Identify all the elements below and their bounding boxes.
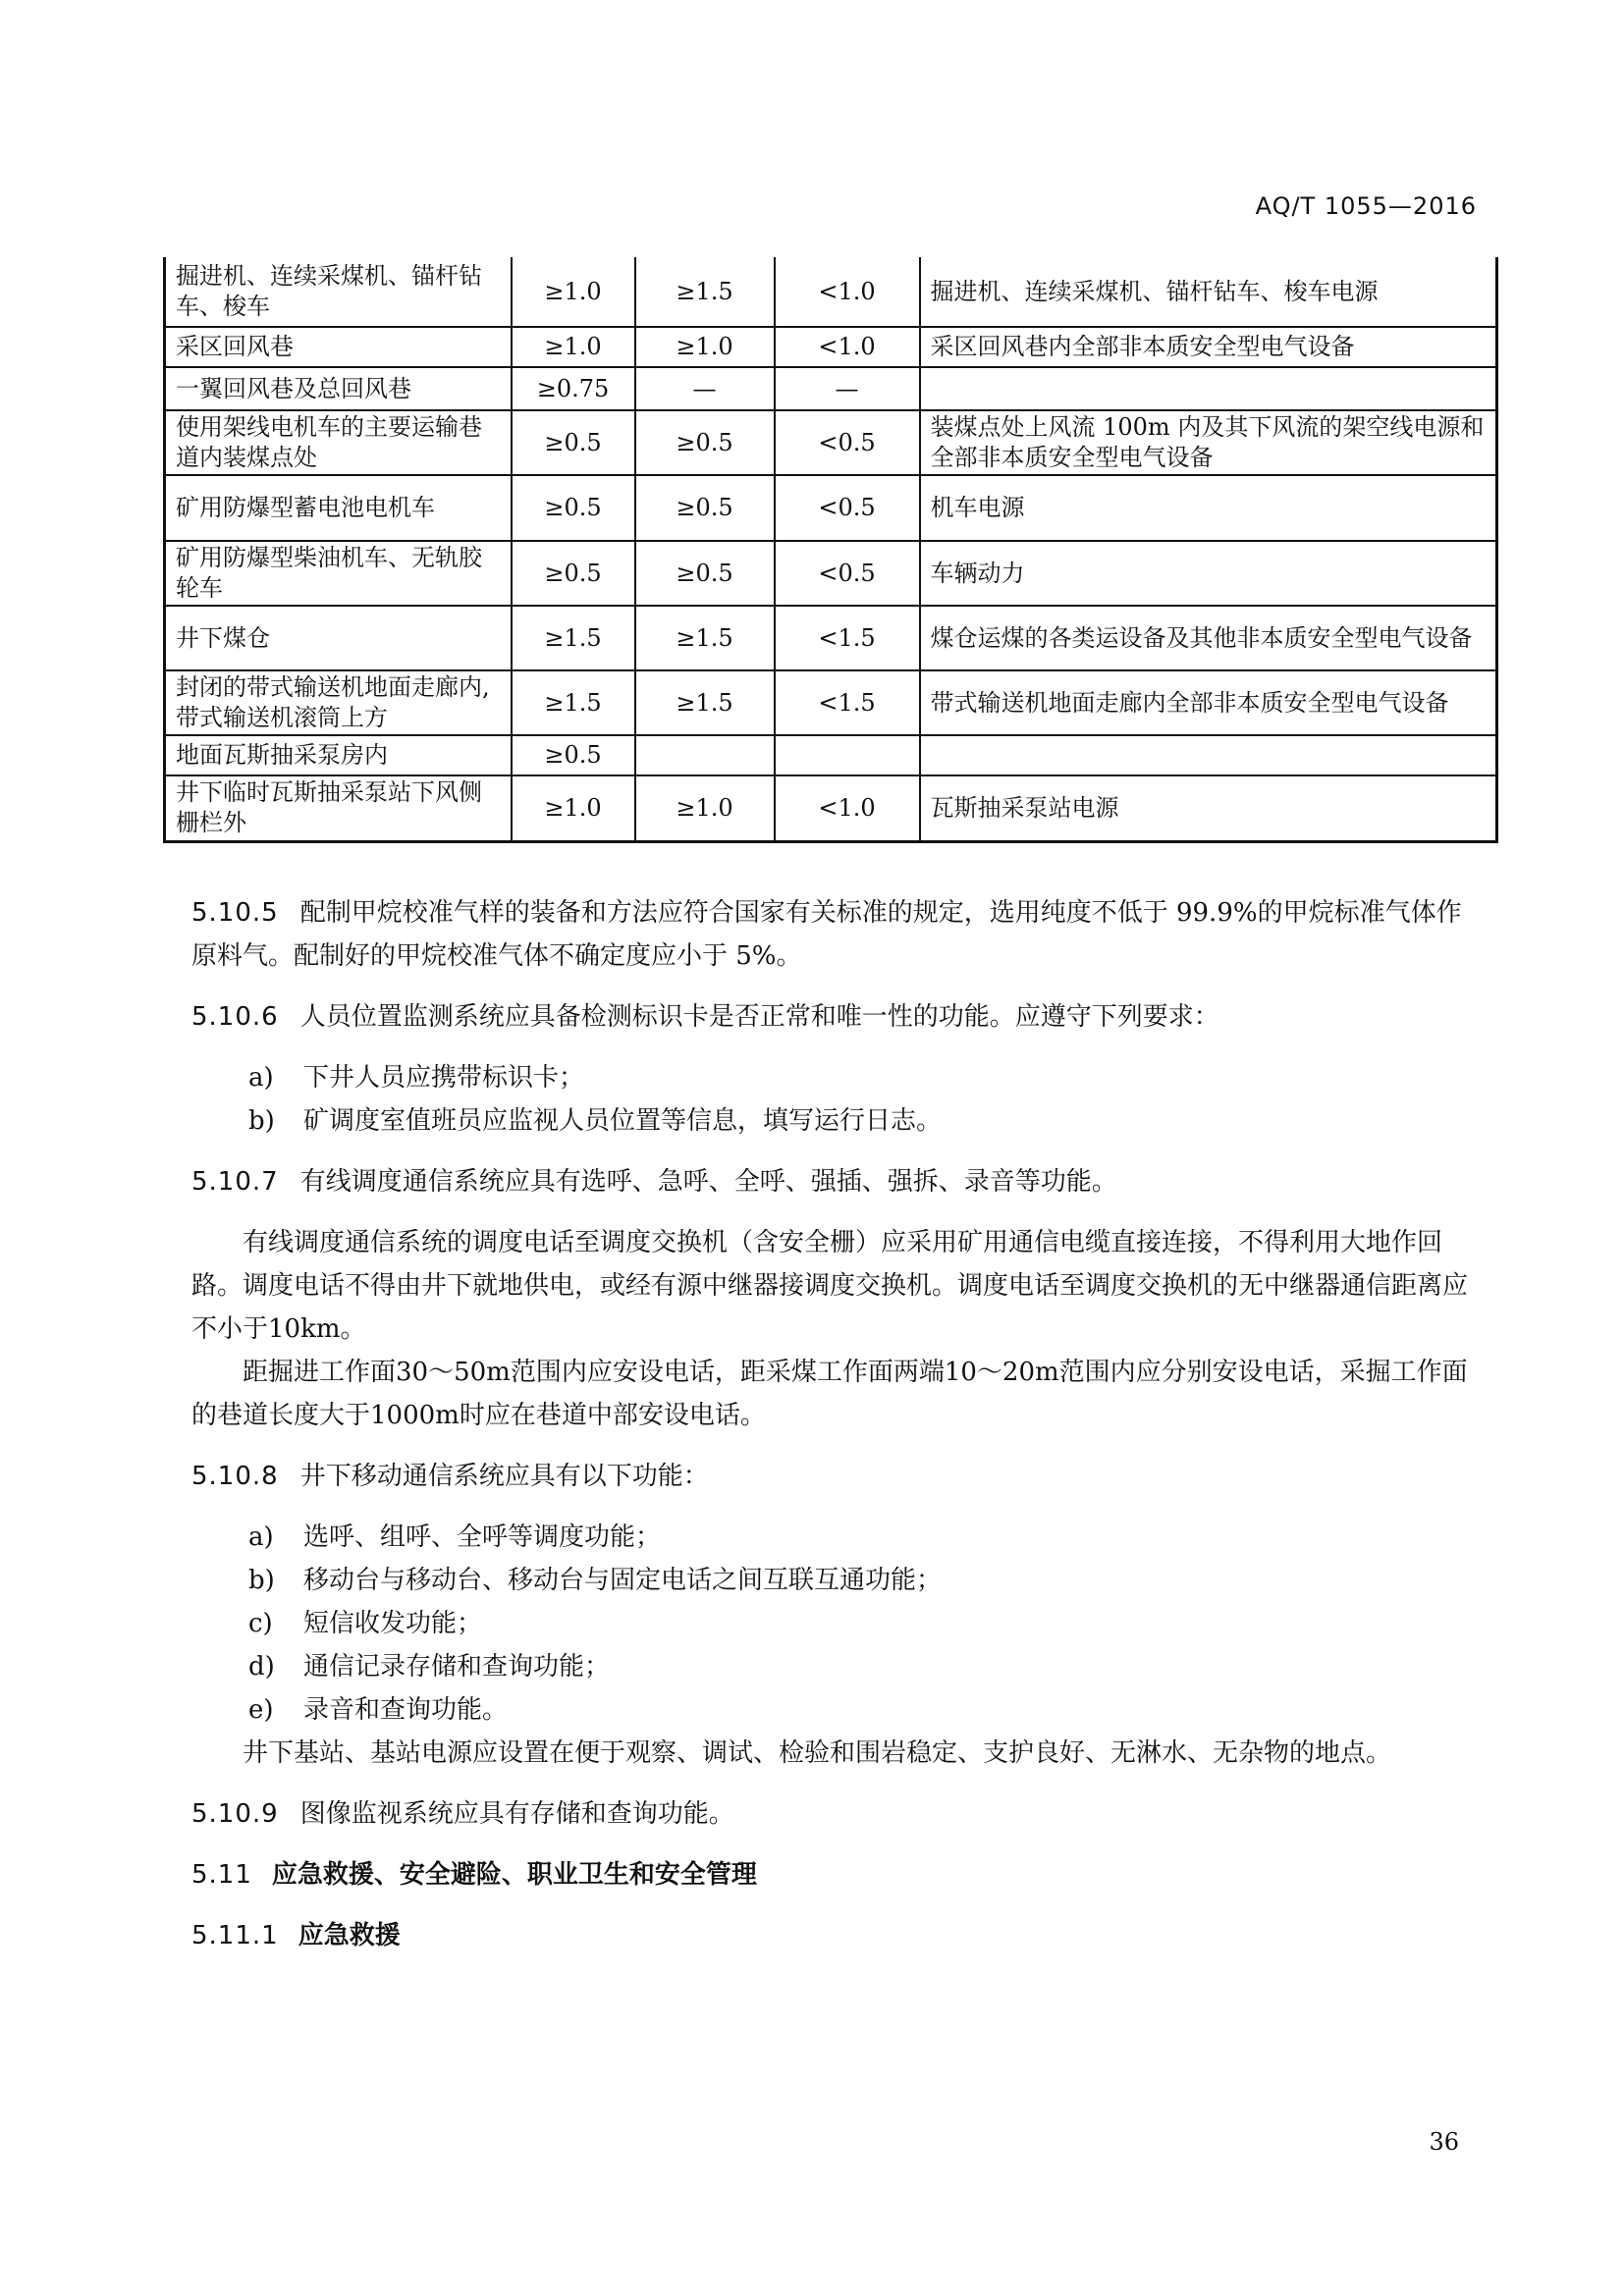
clause-text: 人员位置监测系统应具备检测标识卡是否正常和唯一性的功能。应遵守下列要求： xyxy=(299,1002,1219,1032)
cell-alarm-threshold: ≥0.5 xyxy=(512,735,635,775)
table-row xyxy=(165,775,1497,841)
cell-alarm-threshold: ≥0.5 xyxy=(512,475,635,541)
cell-cutoff-scope: 装煤点处上风流 100m 内及其下风流的架空线电源和全部非本质安全型电气设备 xyxy=(920,410,1497,475)
cell-location: 井下煤仓 xyxy=(165,606,512,670)
cell-alarm-threshold: ≥0.5 xyxy=(512,541,635,606)
section-title: 应急救援、安全避险、职业卫生和安全管理 xyxy=(271,1860,757,1890)
cell-cutoff-scope xyxy=(920,367,1497,410)
cell-cutoff-scope: 采区回风巷内全部非本质安全型电气设备 xyxy=(920,327,1497,367)
clause-text: 图像监视系统应具有存储和查询功能。 xyxy=(299,1799,734,1829)
cell-restore-threshold: — xyxy=(775,367,920,410)
clause-5-10-5 xyxy=(191,891,1473,978)
cell-alarm-threshold: ≥1.0 xyxy=(512,257,635,327)
cell-restore-threshold: <1.0 xyxy=(775,327,920,367)
cell-location: 采区回风巷 xyxy=(165,327,512,367)
table-body xyxy=(165,257,1497,841)
paragraph: 井下基站、基站电源应设置在便于观察、调试、检验和围岩稳定、支护良好、无淋水、无杂物的地点。 xyxy=(243,1738,1392,1768)
clause-text: 井下移动通信系统应具有以下功能： xyxy=(299,1462,709,1491)
cell-alarm-threshold: ≥1.5 xyxy=(512,606,635,670)
clause-number: 5.10.5 xyxy=(191,898,279,928)
cell-restore-threshold: <1.5 xyxy=(775,670,920,735)
cell-cutoff-threshold: ≥1.5 xyxy=(635,606,775,670)
cell-restore-threshold: <0.5 xyxy=(775,475,920,541)
cell-location: 井下临时瓦斯抽采泵站下风侧栅栏外 xyxy=(165,775,512,841)
table-row xyxy=(165,257,1497,327)
paragraph: 距掘进工作面30～50m范围内应安设电话，距采煤工作面两端10～20m范围内应分别安设电话，采掘工作面的巷道长度大于1000m时应在巷道中部安设电话。 xyxy=(191,1358,1468,1430)
page-number: 36 xyxy=(1429,2128,1459,2156)
gas-sensor-table xyxy=(163,257,1498,843)
cell-cutoff-scope: 车辆动力 xyxy=(920,541,1497,606)
cell-location: 矿用防爆型蓄电池电机车 xyxy=(165,475,512,541)
cell-alarm-threshold: ≥1.0 xyxy=(512,775,635,841)
clause-5-10-7 xyxy=(191,1160,1473,1203)
cell-cutoff-threshold: ≥1.5 xyxy=(635,670,775,735)
document-body xyxy=(191,891,1473,1957)
section-heading-5-11-1 xyxy=(191,1914,1473,1957)
clause-5-10-6 xyxy=(191,995,1473,1039)
clause-5-10-9 xyxy=(191,1792,1473,1836)
list-item: a) 下井人员应携带标识卡； xyxy=(248,1063,585,1093)
clause-number: 5.10.9 xyxy=(191,1799,279,1829)
cell-alarm-threshold: ≥1.0 xyxy=(512,327,635,367)
cell-restore-threshold: <0.5 xyxy=(775,410,920,475)
cell-cutoff-threshold xyxy=(635,735,775,775)
cell-restore-threshold: <1.5 xyxy=(775,606,920,670)
list-item: b) 移动台与移动台、移动台与固定电话之间互联互通功能； xyxy=(248,1566,943,1595)
document-code: AQ/T 1055—2016 xyxy=(1255,192,1477,220)
cell-location: 矿用防爆型柴油机车、无轨胶轮车 xyxy=(165,541,512,606)
clause-number: 5.10.6 xyxy=(191,1002,279,1032)
list-item: b) 矿调度室值班员应监视人员位置等信息，填写运行日志。 xyxy=(248,1106,943,1136)
clause-text: 有线调度通信系统应具有选呼、急呼、全呼、强插、强拆、录音等功能。 xyxy=(299,1167,1117,1197)
cell-cutoff-threshold: ≥0.5 xyxy=(635,541,775,606)
table-row xyxy=(165,670,1497,735)
cell-alarm-threshold: ≥0.75 xyxy=(512,367,635,410)
list-item: d) 通信记录存储和查询功能； xyxy=(248,1652,611,1682)
paragraph: 有线调度通信系统的调度电话至调度交换机（含安全栅）应采用矿用通信电缆直接连接，不得利用大地作回路。调度电话不得由井下就地供电，或经有源中继器接调度交换机。调度电话至调度交换机的无中继器通信距离应不小于10km。 xyxy=(191,1228,1469,1344)
cell-cutoff-threshold: ≥1.0 xyxy=(635,775,775,841)
table-row xyxy=(165,367,1497,410)
cell-cutoff-scope xyxy=(920,735,1497,775)
list-item: e) 录音和查询功能。 xyxy=(248,1695,509,1725)
cell-cutoff-threshold: ≥0.5 xyxy=(635,410,775,475)
cell-location: 一翼回风巷及总回风巷 xyxy=(165,367,512,410)
cell-cutoff-threshold: ≥1.5 xyxy=(635,257,775,327)
clause-text: 配制甲烷校准气样的装备和方法应符合国家有关标准的规定，选用纯度不低于 99.9%的甲烷标准气体作原料气。配制好的甲烷校准气体不确定度应小于 5%。 xyxy=(191,898,1462,971)
cell-cutoff-threshold: ≥1.0 xyxy=(635,327,775,367)
clause-number: 5.10.8 xyxy=(191,1462,279,1491)
cell-cutoff-scope: 机车电源 xyxy=(920,475,1497,541)
cell-cutoff-threshold: ≥0.5 xyxy=(635,475,775,541)
table-row xyxy=(165,541,1497,606)
cell-cutoff-scope: 掘进机、连续采煤机、锚杆钻车、梭车电源 xyxy=(920,257,1497,327)
table-row xyxy=(165,475,1497,541)
list-item: c) 短信收发功能； xyxy=(248,1609,483,1638)
cell-alarm-threshold: ≥1.5 xyxy=(512,670,635,735)
cell-location: 封闭的带式输送机地面走廊内,带式输送机滚筒上方 xyxy=(165,670,512,735)
cell-cutoff-scope: 带式输送机地面走廊内全部非本质安全型电气设备 xyxy=(920,670,1497,735)
cell-alarm-threshold: ≥0.5 xyxy=(512,410,635,475)
section-heading-5-11 xyxy=(191,1853,1473,1896)
table-row xyxy=(165,327,1497,367)
cell-cutoff-scope: 煤仓运煤的各类运设备及其他非本质安全型电气设备 xyxy=(920,606,1497,670)
cell-cutoff-threshold: — xyxy=(635,367,775,410)
cell-restore-threshold: <0.5 xyxy=(775,541,920,606)
cell-location: 地面瓦斯抽采泵房内 xyxy=(165,735,512,775)
cell-location: 掘进机、连续采煤机、锚杆钻车、梭车 xyxy=(165,257,512,327)
table-row xyxy=(165,410,1497,475)
cell-restore-threshold xyxy=(775,735,920,775)
table-row xyxy=(165,735,1497,775)
cell-cutoff-scope: 瓦斯抽采泵站电源 xyxy=(920,775,1497,841)
cell-location: 使用架线电机车的主要运输巷道内装煤点处 xyxy=(165,410,512,475)
section-number: 5.11.1 xyxy=(191,1921,279,1950)
cell-restore-threshold: <1.0 xyxy=(775,257,920,327)
clause-number: 5.10.7 xyxy=(191,1167,279,1197)
list-item: a) 选呼、组呼、全呼等调度功能； xyxy=(248,1522,662,1552)
section-title: 应急救援 xyxy=(298,1921,401,1950)
clause-5-10-8 xyxy=(191,1455,1473,1498)
table-row xyxy=(165,606,1497,670)
cell-restore-threshold: <1.0 xyxy=(775,775,920,841)
section-number: 5.11 xyxy=(191,1860,252,1890)
